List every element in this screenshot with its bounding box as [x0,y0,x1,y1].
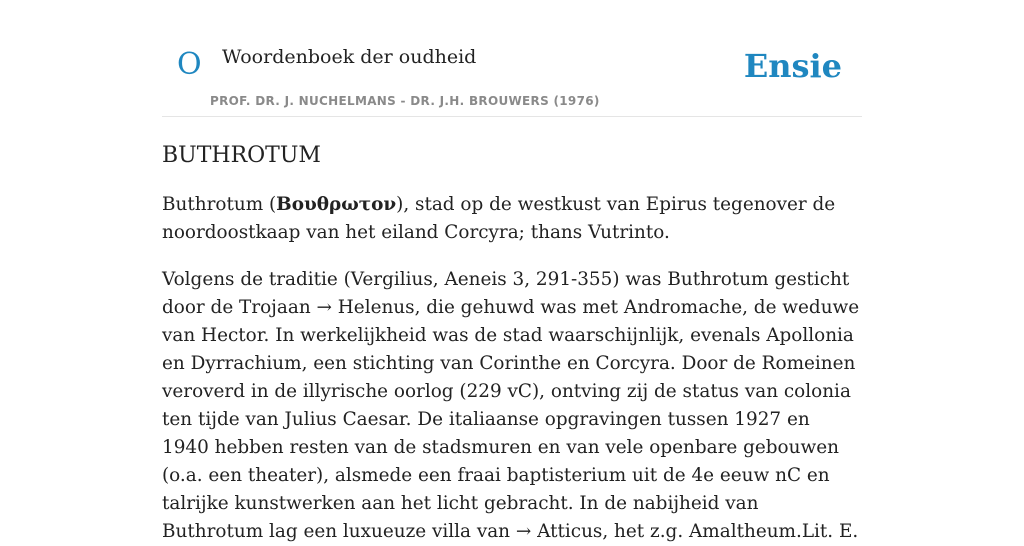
p2-segment-1: Volgens de traditie (Vergilius, Aeneis 3, 291-355) was Buthrotum gesticht door de Trojaan [162,269,850,319]
entry-body [162,191,862,546]
entry-title: BUTHROTUM [162,143,321,168]
entry-paragraph-1 [162,191,862,247]
p2-segment-3: , het z.g. Amaltheum.Lit. E. [602,521,859,543]
ensie-logo-link[interactable]: Ensie [743,47,842,85]
greek-name: Βουθρωτον [276,194,397,216]
entry-paragraph-2 [162,266,862,546]
index-letter[interactable]: O [177,47,202,82]
p1-tail: ), stad op de westkust van Epirus tegenover de noordoostkaap van het eiland Corcyra; thans Vutrinto. [162,194,836,244]
p2-segment-2: , die gehuwd was met Andromache, de weduwe van Hector. In werkelijkheid was de stad waarschijnlijk, evenals Apollonia en Dyrrachium, een stichting van Corinthe en Corcyra. Door de Romeinen veroverd in de illyrische oorlog (229 vC), ontving zij de status van colonia ten tijde van Julius Caesar. De italiaanse opgravingen tussen 1927 en 1940 hebben resten van de stadsmuren en van vele openbare gebouwen (o.a. een theater), alsmede een fraai baptisterium uit de 4e eeuw nC en talrijke kunstwerken aan het licht gebracht. In de nabijheid van Buthrotum lag een luxueuze villa van [162,297,860,543]
content-container [162,0,862,546]
xref-helenus-link[interactable]: → Helenus [316,297,415,319]
book-byline: PROF. DR. J. NUCHELMANS - DR. J.H. BROUWERS (1976) [210,94,600,108]
p1-lead: Buthrotum ( [162,194,277,216]
site-header [162,0,862,117]
xref-atticus-link[interactable]: → Atticus [515,521,603,543]
book-title[interactable]: Woordenboek der oudheid [222,46,477,68]
